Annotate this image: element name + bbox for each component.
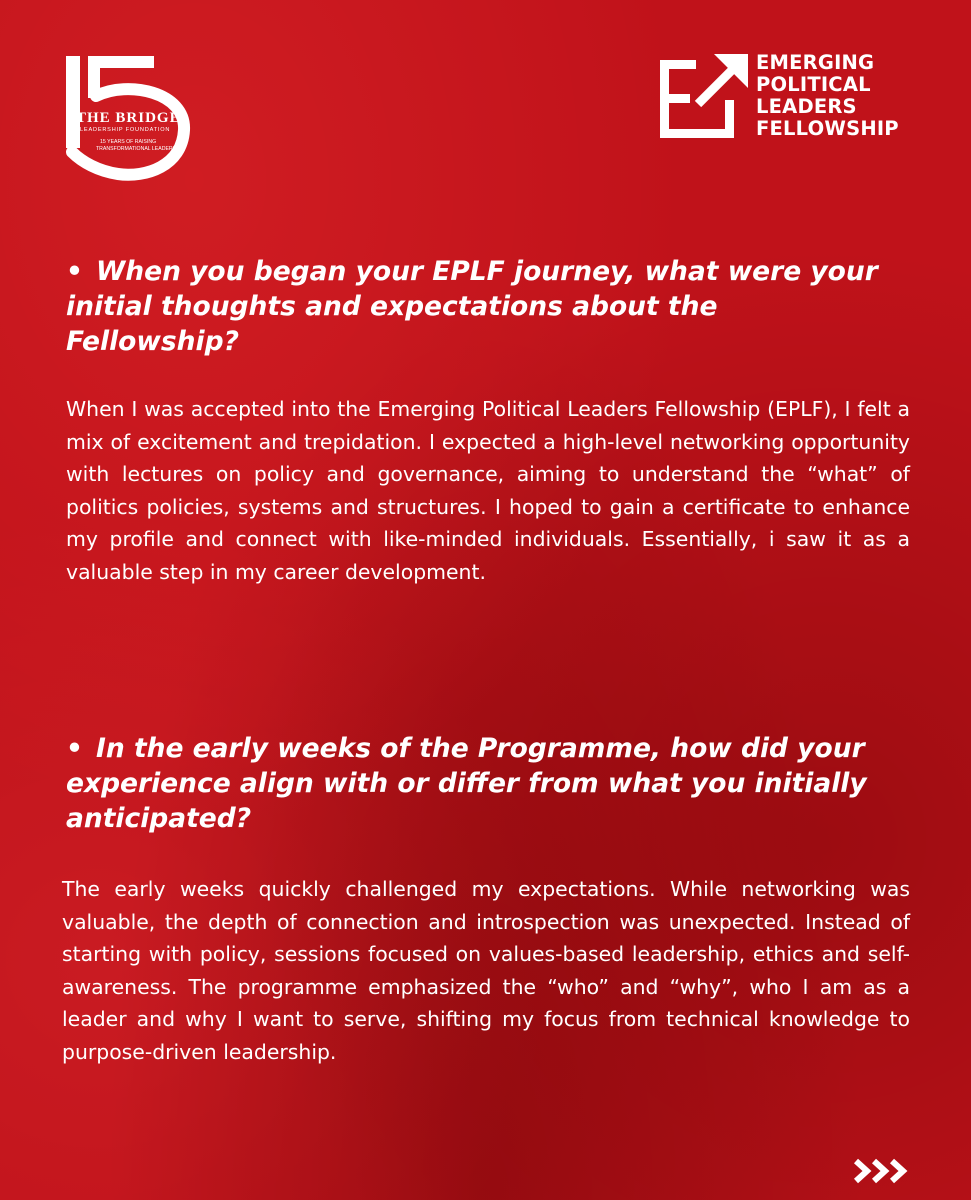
question-1-text: When you began your EPLF journey, what were your initial thoughts and expectations about the Fellowship?	[66, 256, 878, 357]
question-2-heading	[66, 731, 896, 836]
triple-chevron-right-icon[interactable]	[852, 1158, 914, 1184]
eplf-arrow-e-icon	[656, 52, 752, 144]
eplf-logo-line-4: FELLOWSHIP	[756, 117, 899, 140]
eplf-logo-line-3: LEADERS	[756, 95, 857, 118]
eplf-logo-line-2: POLITICAL	[756, 73, 871, 96]
bridge-logo-graphic	[58, 48, 198, 183]
bridge-logo-tagline-1: 15 YEARS OF RAISING	[100, 139, 157, 145]
question-1-heading	[66, 254, 896, 359]
eplf-logo-line-1: EMERGING	[756, 51, 875, 74]
eplf-logo-wordmark	[756, 52, 899, 140]
question-1-bullet: •	[66, 256, 83, 287]
bridge-logo-subtitle: LEADERSHIP FOUNDATION	[80, 127, 171, 133]
question-2-text: In the early weeks of the Programme, how did your experience align with or differ from what you initially anticipated?	[66, 733, 867, 834]
bridge-foundation-logo	[58, 48, 198, 183]
answer-1-paragraph: When I was accepted into the Emerging Political Leaders Fellowship (EPLF), I felt a mix of excitement and trepidation. I expected a high-level networking opportunity with lectures on policy and governance, aiming to understand the “what” of politics policies, systems and structures. I hoped to gain a certificate to enhance my profile and connect with like-minded individuals. Essentially, i saw it as a valuable step in my career development.	[66, 397, 910, 584]
eplf-logo	[656, 52, 916, 152]
bridge-logo-tagline-2: TRANSFORMATIONAL LEADERS	[96, 146, 177, 152]
bridge-logo-name: THE BRIDGE	[76, 110, 181, 126]
answer-2-paragraph: The early weeks quickly challenged my expectations. While networking was valuable, the depth of connection and introspection was unexpected. Instead of starting with policy, sessions focused on values-based leadership, ethics and self-awareness. The programme emphasized the “who” and “why”, who I am as a leader and why I want to serve, shifting my focus from technical knowledge to purpose-driven leadership.	[62, 877, 910, 1064]
question-2-bullet: •	[66, 733, 83, 764]
